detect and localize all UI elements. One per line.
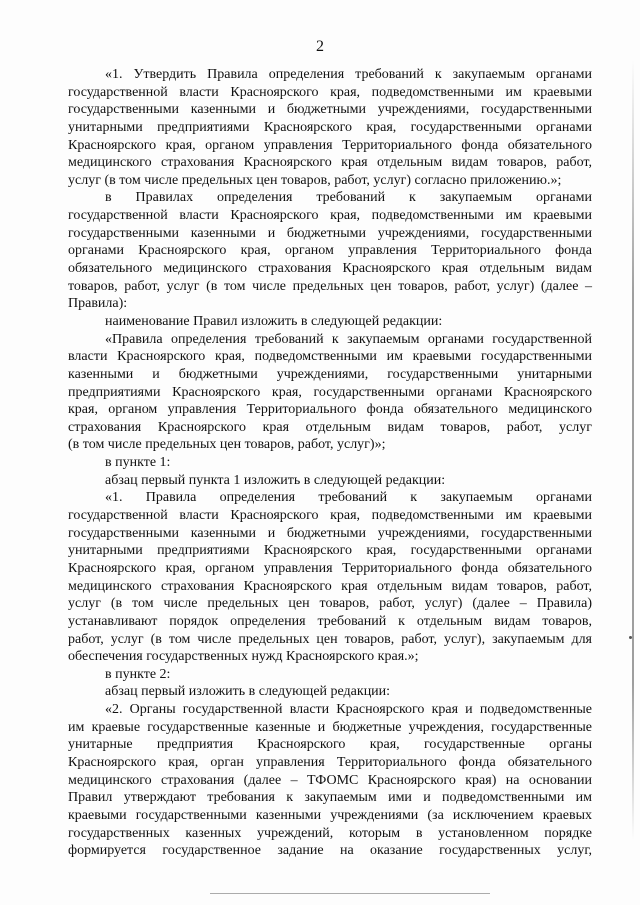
text-line: абзац первый пункта 1 изложить в следующей редакции: (105, 472, 446, 488)
text-line: (в том числе предельных цен товаров, работ, услуг)»; (68, 437, 386, 453)
text-line: государственными казенными и бюджетными учреждениями, государственными (68, 525, 592, 541)
text-line: государственной власти Красноярского края, подведомственными им краевыми (68, 84, 592, 100)
text-line: «Правила определения требований к закупаемым органами государственной (105, 331, 592, 347)
text-line: государственных казенных учреждений, которым в установленном порядке (68, 825, 592, 841)
text-line: «1. Правила определения требований к закупаемым органами (105, 490, 592, 506)
text-line: края, органом управления Территориального фонда обязательного медицинского (68, 402, 592, 418)
text-line: унитарные предприятия Красноярского края, государственные органы (68, 737, 592, 753)
text-line: в пункте 1: (105, 455, 171, 471)
text-line: Красноярского края, орган управления Территориального фонда обязательного (68, 754, 592, 770)
text-line: Красноярского края, органом управления Территориального фонда обязательного (68, 560, 592, 576)
scan-speck (629, 636, 632, 639)
text-line: в пункте 2: (105, 666, 171, 682)
text-line: Правил утверждают требования к закупаемым ими и подведомственными им (68, 790, 592, 806)
text-line: страхования Красноярского края отдельным видам товаров, работ, услуг (68, 419, 592, 435)
text-line: государственной власти Красноярского края, подведомственными им краевыми (68, 208, 592, 224)
text-line: власти Красноярского края, подведомственными им краевыми государственными (68, 349, 592, 365)
text-line: органами Красноярского края, органом управления Территориального фонда (68, 243, 592, 259)
text-line: Правила): (68, 296, 128, 312)
text-line: услуг (в том числе предельных цен товаров, работ, услуг) (далее – Правила) (68, 596, 592, 612)
scan-bottom-line (210, 893, 490, 894)
text-line: краевыми государственными казенными учреждениями (за исключением краевых (68, 807, 592, 823)
page-number: 2 (316, 38, 324, 55)
document-body (68, 66, 592, 860)
text-line: государственными казенными и бюджетными учреждениями, государственными (68, 225, 592, 241)
text-line: Красноярского края, органом управления Территориального фонда обязательного (68, 137, 592, 153)
text-line: унитарными предприятиями Красноярского края, государственными органами (68, 119, 592, 135)
text-line: медицинского страхования Красноярского края отдельным видам товаров, работ, (68, 578, 592, 594)
text-line: медицинского страхования (далее – ТФОМС Красноярского края) на основании (68, 772, 592, 788)
text-line: абзац первый изложить в следующей редакции: (105, 684, 391, 700)
text-line: устанавливают порядок определения требований к отдельным видам товаров, (68, 613, 592, 629)
text-line: медицинского страхования Красноярского края отдельным видам товаров, работ, (68, 155, 592, 171)
scan-edge-shadow (632, 60, 634, 840)
text-line: предприятиями Красноярского края, государственными органами Красноярского (68, 384, 592, 400)
text-line: услуг (в том числе предельных цен товаров, работ, услуг) согласно приложению.»; (68, 172, 562, 188)
text-line: формируется государственное задание на оказание государственных услуг, (68, 843, 592, 859)
text-line: товаров, работ, услуг (в том числе предельных цен товаров, работ, услуг) (далее – (68, 278, 592, 294)
text-line: «2. Органы государственной власти Красноярского края и подведомственные (105, 702, 592, 718)
text-line: унитарными предприятиями Красноярского края, государственными органами (68, 543, 592, 559)
text-line: государственной власти Красноярского края, подведомственными им краевыми (68, 508, 592, 524)
text-line: наименование Правил изложить в следующей редакции: (105, 313, 443, 329)
text-line: обязательного медицинского страхования Красноярского края отдельным видам (68, 261, 592, 277)
text-line: государственными казенными и бюджетными учреждениями, государственными (68, 102, 592, 118)
text-line: обеспечения государственных нужд Красноярского края.»; (68, 649, 419, 665)
text-line: «1. Утвердить Правила определения требований к закупаемым органами (105, 67, 592, 82)
text-line: работ, услуг (в том числе предельных цен товаров, работ, услуг), закупаемым для (68, 631, 592, 647)
text-line: казенными и бюджетными учреждениями, государственными унитарными (68, 366, 592, 382)
text-line: им краевые государственные казенные и бюджетные учреждения, государственные (68, 719, 592, 735)
text-line: в Правилах определения требований к закупаемым органами (105, 190, 592, 206)
